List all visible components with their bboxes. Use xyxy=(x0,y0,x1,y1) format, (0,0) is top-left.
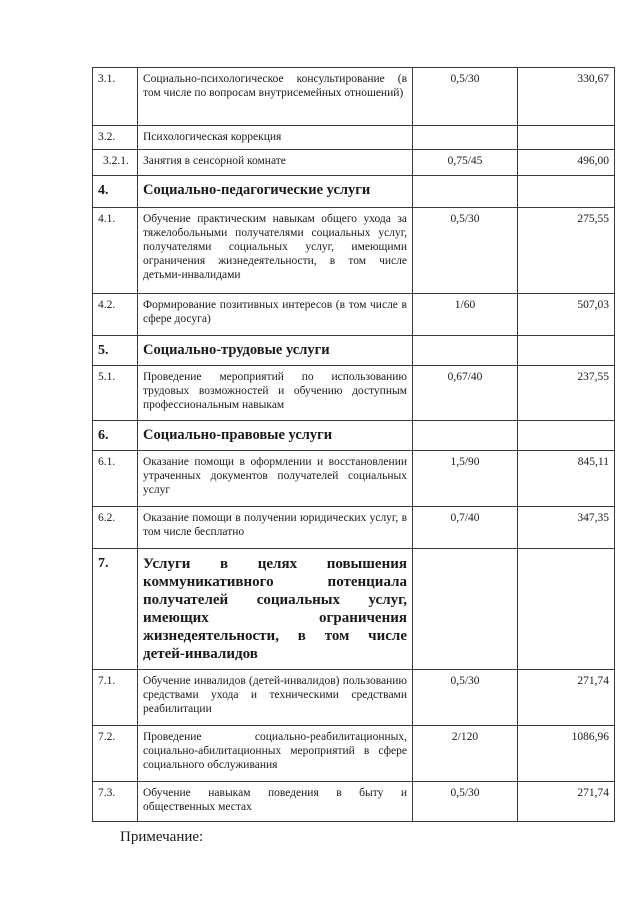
service-name: Обучение навыкам поведения в быту и общественных местах xyxy=(138,782,413,822)
service-price: 347,35 xyxy=(518,507,615,549)
section-number: 4. xyxy=(93,176,138,208)
service-price: 271,74 xyxy=(518,670,615,726)
row-number: 3.2. xyxy=(93,126,138,150)
service-price xyxy=(518,126,615,150)
table-row xyxy=(93,68,615,126)
section-title: Социально-трудовые услуги xyxy=(138,336,413,366)
service-name: Проведение мероприятий по использованию трудовых возможностей и обучению доступным профессиональным навыкам xyxy=(138,366,413,421)
service-norm: 0,5/30 xyxy=(413,208,518,294)
table-row xyxy=(93,782,615,822)
service-norm: 0,7/40 xyxy=(413,507,518,549)
row-number: 4.2. xyxy=(93,294,138,336)
table-row xyxy=(93,451,615,507)
service-name: Психологическая коррекция xyxy=(138,126,413,150)
service-name: Обучение практическим навыкам общего ухода за тяжелобольными получателями социальных услуг, получателями социальных услуг, имеющими ограничения жизнедеятельности, в том числе детьми-инвалидами xyxy=(138,208,413,294)
service-name: Оказание помощи в получении юридических услуг, в том числе бесплатно xyxy=(138,507,413,549)
row-number: 3.2.1. xyxy=(93,150,138,176)
section-number: 7. xyxy=(93,549,138,670)
service-name: Оказание помощи в оформлении и восстановлении утраченных документов получателей социальных услуг xyxy=(138,451,413,507)
service-norm: 0,5/30 xyxy=(413,68,518,126)
service-price: 1086,96 xyxy=(518,726,615,782)
row-number: 5.1. xyxy=(93,366,138,421)
section-number: 6. xyxy=(93,421,138,451)
service-name: Проведение социально-реабилитационных, социально-абилитационных мероприятий в сфере социального обслуживания xyxy=(138,726,413,782)
table-row xyxy=(93,670,615,726)
section-number: 5. xyxy=(93,336,138,366)
row-number: 7.1. xyxy=(93,670,138,726)
service-name: Формирование позитивных интересов (в том числе в сфере досуга) xyxy=(138,294,413,336)
table-row xyxy=(93,366,615,421)
section-row xyxy=(93,176,615,208)
service-price: 496,00 xyxy=(518,150,615,176)
service-norm: 1,5/90 xyxy=(413,451,518,507)
service-name: Социально-психологическое консультирование (в том числе по вопросам внутрисемейных отношений) xyxy=(138,68,413,126)
row-number: 7.3. xyxy=(93,782,138,822)
table-row xyxy=(93,507,615,549)
row-number: 4.1. xyxy=(93,208,138,294)
services-table xyxy=(92,67,615,822)
table-row xyxy=(93,726,615,782)
table-row xyxy=(93,150,615,176)
row-number: 6.1. xyxy=(93,451,138,507)
service-name: Занятия в сенсорной комнате xyxy=(138,150,413,176)
table-row xyxy=(93,294,615,336)
table-row xyxy=(93,208,615,294)
table-row xyxy=(93,126,615,150)
service-norm: 0,5/30 xyxy=(413,782,518,822)
section-row xyxy=(93,421,615,451)
section-row xyxy=(93,549,615,670)
service-norm: 1/60 xyxy=(413,294,518,336)
service-price: 330,67 xyxy=(518,68,615,126)
section-title: Услуги в целях повышения коммуникативного потенциала получателей социальных услуг, имеющих ограничения жизнедеятельности, в том числе детей-инвалидов xyxy=(138,549,413,670)
service-norm: 2/120 xyxy=(413,726,518,782)
row-number: 7.2. xyxy=(93,726,138,782)
service-price: 845,11 xyxy=(518,451,615,507)
section-row xyxy=(93,336,615,366)
service-norm: 0,5/30 xyxy=(413,670,518,726)
section-title: Социально-педагогические услуги xyxy=(138,176,413,208)
section-title: Социально-правовые услуги xyxy=(138,421,413,451)
service-norm: 0,75/45 xyxy=(413,150,518,176)
service-name: Обучение инвалидов (детей-инвалидов) пользованию средствами ухода и техническими средствами реабилитации xyxy=(138,670,413,726)
row-number: 3.1. xyxy=(93,68,138,126)
note-label: Примечание: xyxy=(120,829,204,845)
service-norm: 0,67/40 xyxy=(413,366,518,421)
row-number: 6.2. xyxy=(93,507,138,549)
service-norm xyxy=(413,126,518,150)
service-price: 275,55 xyxy=(518,208,615,294)
service-price: 271,74 xyxy=(518,782,615,822)
service-price: 237,55 xyxy=(518,366,615,421)
service-price: 507,03 xyxy=(518,294,615,336)
